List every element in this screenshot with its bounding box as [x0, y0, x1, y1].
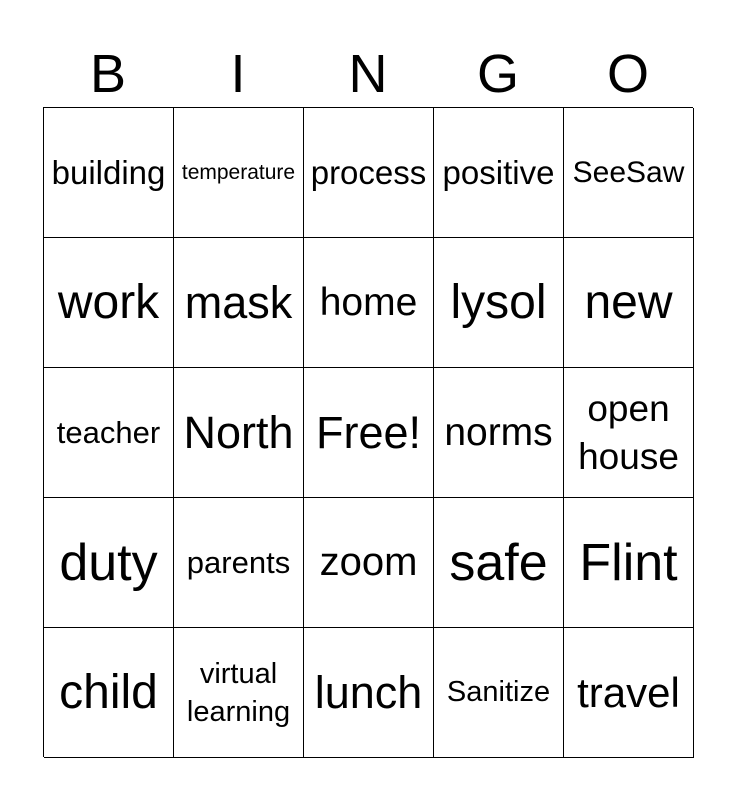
- header-letter-n: N: [348, 44, 388, 104]
- cell-word: lunch: [314, 666, 423, 718]
- cell-word: open house: [578, 387, 679, 477]
- bingo-header: [43, 40, 693, 108]
- bingo-cell-r5-c5[interactable]: [564, 628, 694, 758]
- bingo-cell-r4-c4[interactable]: [434, 498, 564, 628]
- bingo-cell-r4-c3[interactable]: [304, 498, 434, 628]
- bingo-cell-r5-c4[interactable]: [434, 628, 564, 758]
- bingo-cell-r2-c5[interactable]: [564, 238, 694, 368]
- cell-word: teacher: [56, 414, 161, 450]
- bingo-cell-r4-c5[interactable]: [564, 498, 694, 628]
- cell-word: work: [57, 276, 160, 329]
- bingo-cell-r1-c5[interactable]: [564, 108, 694, 238]
- cell-word: travel: [577, 668, 680, 716]
- bingo-cell-r3-c4[interactable]: [434, 368, 564, 498]
- bingo-cell-r1-c1[interactable]: [44, 108, 174, 238]
- cell-word: mask: [184, 276, 293, 328]
- bingo-card: [43, 107, 693, 757]
- bingo-cell-r5-c3[interactable]: [304, 628, 434, 758]
- bingo-cell-r1-c4[interactable]: [434, 108, 564, 238]
- cell-word: North: [183, 406, 294, 458]
- cell-word: positive: [442, 153, 555, 191]
- cell-word: building: [51, 153, 166, 191]
- cell-word: home: [319, 280, 418, 324]
- bingo-cell-r2-c1[interactable]: [44, 238, 174, 368]
- bingo-cell-r5-c1[interactable]: [44, 628, 174, 758]
- bingo-cell-r2-c3[interactable]: [304, 238, 434, 368]
- cell-word: parents: [186, 544, 291, 580]
- cell-word: process: [310, 153, 427, 191]
- bingo-cell-r5-c2[interactable]: [174, 628, 304, 758]
- bingo-cell-r1-c2[interactable]: [174, 108, 304, 238]
- cell-word: zoom: [319, 540, 418, 584]
- bingo-cell-r3-c3[interactable]: [304, 368, 434, 498]
- cell-word: SeeSaw: [572, 155, 685, 189]
- cell-word: Sanitize: [446, 676, 551, 708]
- bingo-cell-r1-c3[interactable]: [304, 108, 434, 238]
- bingo-cell-r3-c1[interactable]: [44, 368, 174, 498]
- header-letter-o: O: [606, 44, 649, 104]
- cell-word: virtual learning: [186, 657, 291, 728]
- cell-word: norms: [444, 410, 553, 454]
- cell-word: new: [584, 276, 673, 329]
- header-letter-b: B: [89, 44, 127, 104]
- header-letter-g: G: [476, 44, 519, 104]
- cell-word: temperature: [181, 160, 296, 184]
- cell-word: safe: [449, 533, 548, 592]
- bingo-cell-r2-c2[interactable]: [174, 238, 304, 368]
- cell-word: Flint: [579, 533, 678, 592]
- bingo-cell-r3-c5[interactable]: [564, 368, 694, 498]
- bingo-cell-r4-c2[interactable]: [174, 498, 304, 628]
- bingo-cell-r2-c4[interactable]: [434, 238, 564, 368]
- cell-word: duty: [59, 533, 158, 592]
- cell-word: Free!: [315, 406, 422, 458]
- cell-word: child: [59, 666, 158, 719]
- bingo-cell-r3-c2[interactable]: [174, 368, 304, 498]
- bingo-cell-r4-c1[interactable]: [44, 498, 174, 628]
- header-letter-i: I: [230, 44, 246, 104]
- cell-word: lysol: [450, 276, 547, 329]
